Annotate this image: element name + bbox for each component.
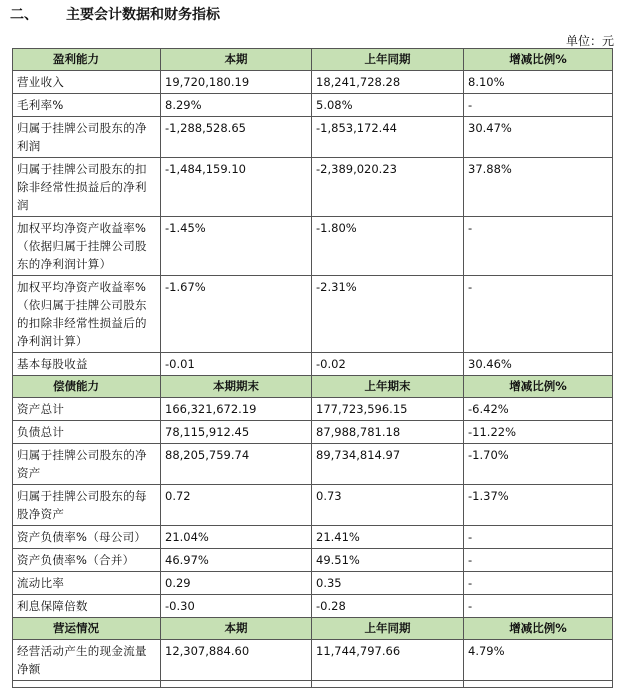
row-label: 加权平均净资产收益率%（依归属于挂牌公司股东的扣除非经常性损益后的净利润计算） (13, 276, 161, 353)
table-cell: 49.51% (312, 549, 464, 572)
table-cell: 89,734,814.97 (312, 444, 464, 485)
table-cell: 12,307,884.60 (161, 640, 312, 681)
table-cell: 78,115,912.45 (161, 421, 312, 444)
table-cell: 0.29 (161, 572, 312, 595)
table-cell: 4.79% (464, 640, 613, 681)
row-label: 归属于挂牌公司股东的扣除非经常性损益后的净利润 (13, 158, 161, 217)
table-row (13, 640, 613, 681)
row-label: 资产负债率%（合并） (13, 549, 161, 572)
table-row (13, 421, 613, 444)
table-cell: 21.04% (161, 526, 312, 549)
section-number: 二、 (10, 7, 38, 23)
column-header: 增减比例% (464, 49, 613, 71)
table-cell: 37.88% (464, 158, 613, 217)
table-cell: -1.70% (464, 444, 613, 485)
table-cell: -6.42% (464, 398, 613, 421)
table-cell: -0.30 (161, 595, 312, 618)
table-cell: 18,241,728.28 (312, 71, 464, 94)
table-cell: - (464, 549, 613, 572)
table-row (13, 444, 613, 485)
table-row (13, 398, 613, 421)
column-header: 本期期末 (161, 376, 312, 398)
table-cell: -0.02 (312, 353, 464, 376)
table-cell (161, 681, 312, 688)
column-header: 上年期末 (312, 376, 464, 398)
row-label: 归属于挂牌公司股东的净资产 (13, 444, 161, 485)
table-row (13, 217, 613, 276)
operations-header-row (13, 618, 613, 640)
table-cell (13, 681, 161, 688)
column-header: 本期 (161, 49, 312, 71)
column-header: 上年同期 (312, 618, 464, 640)
table-cell: - (464, 276, 613, 353)
row-label: 营业收入 (13, 71, 161, 94)
row-label: 经营活动产生的现金流量净额 (13, 640, 161, 681)
table-cell: -0.01 (161, 353, 312, 376)
solvency-header-row (13, 376, 613, 398)
table-cell: 0.72 (161, 485, 312, 526)
table-cell (464, 681, 613, 688)
table-cell: 19,720,180.19 (161, 71, 312, 94)
table-cell: - (464, 94, 613, 117)
row-label: 利息保障倍数 (13, 595, 161, 618)
section-heading (10, 4, 220, 24)
table-row (13, 353, 613, 376)
table-cell: 8.10% (464, 71, 613, 94)
row-label: 毛利率% (13, 94, 161, 117)
column-header: 盈利能力 (13, 49, 161, 71)
profitability-header-row (13, 49, 613, 71)
row-label: 归属于挂牌公司股东的每股净资产 (13, 485, 161, 526)
table-row (13, 595, 613, 618)
table-cell: 88,205,759.74 (161, 444, 312, 485)
column-header: 上年同期 (312, 49, 464, 71)
column-header: 增减比例% (464, 376, 613, 398)
table-cell: 46.97% (161, 549, 312, 572)
table-cell: -1,853,172.44 (312, 117, 464, 158)
table-cell: 0.73 (312, 485, 464, 526)
table-cell: 177,723,596.15 (312, 398, 464, 421)
table-cell: -1.67% (161, 276, 312, 353)
column-header: 增减比例% (464, 618, 613, 640)
table-cell: - (464, 526, 613, 549)
table-cell: 30.46% (464, 353, 613, 376)
table-cell: -11.22% (464, 421, 613, 444)
table-cell: - (464, 217, 613, 276)
row-label: 流动比率 (13, 572, 161, 595)
row-label: 资产总计 (13, 398, 161, 421)
table-cell: 0.35 (312, 572, 464, 595)
table-row (13, 94, 613, 117)
table-cell (312, 681, 464, 688)
table-cell: -1,288,528.65 (161, 117, 312, 158)
table-cell: 5.08% (312, 94, 464, 117)
table-cell: -2,389,020.23 (312, 158, 464, 217)
table-cell: -2.31% (312, 276, 464, 353)
table-cell: - (464, 595, 613, 618)
table-row (13, 117, 613, 158)
table-cell: 87,988,781.18 (312, 421, 464, 444)
table-cell: -1.37% (464, 485, 613, 526)
table-row (13, 549, 613, 572)
table-cell: -1.45% (161, 217, 312, 276)
table-cell: 21.41% (312, 526, 464, 549)
row-label: 基本每股收益 (13, 353, 161, 376)
table-row (13, 276, 613, 353)
table-row (13, 485, 613, 526)
column-header: 本期 (161, 618, 312, 640)
table-cell: 8.29% (161, 94, 312, 117)
unit-label: 单位：元 (565, 34, 614, 48)
table-cell: 30.47% (464, 117, 613, 158)
table-row (13, 71, 613, 94)
row-label: 加权平均净资产收益率%（依据归属于挂牌公司股东的净利润计算） (13, 217, 161, 276)
table-row (13, 681, 613, 688)
table-cell: -1,484,159.10 (161, 158, 312, 217)
table-row (13, 158, 613, 217)
row-label: 资产负债率%（母公司） (13, 526, 161, 549)
table-cell: 166,321,672.19 (161, 398, 312, 421)
table-cell: 11,744,797.66 (312, 640, 464, 681)
table-cell: - (464, 572, 613, 595)
row-label: 负债总计 (13, 421, 161, 444)
column-header: 偿债能力 (13, 376, 161, 398)
table-row (13, 526, 613, 549)
table-cell: -0.28 (312, 595, 464, 618)
financial-indicators-table (12, 48, 613, 688)
section-title: 主要会计数据和财务指标 (66, 7, 220, 23)
table-cell: -1.80% (312, 217, 464, 276)
row-label: 归属于挂牌公司股东的净利润 (13, 117, 161, 158)
table-row (13, 572, 613, 595)
column-header: 营运情况 (13, 618, 161, 640)
